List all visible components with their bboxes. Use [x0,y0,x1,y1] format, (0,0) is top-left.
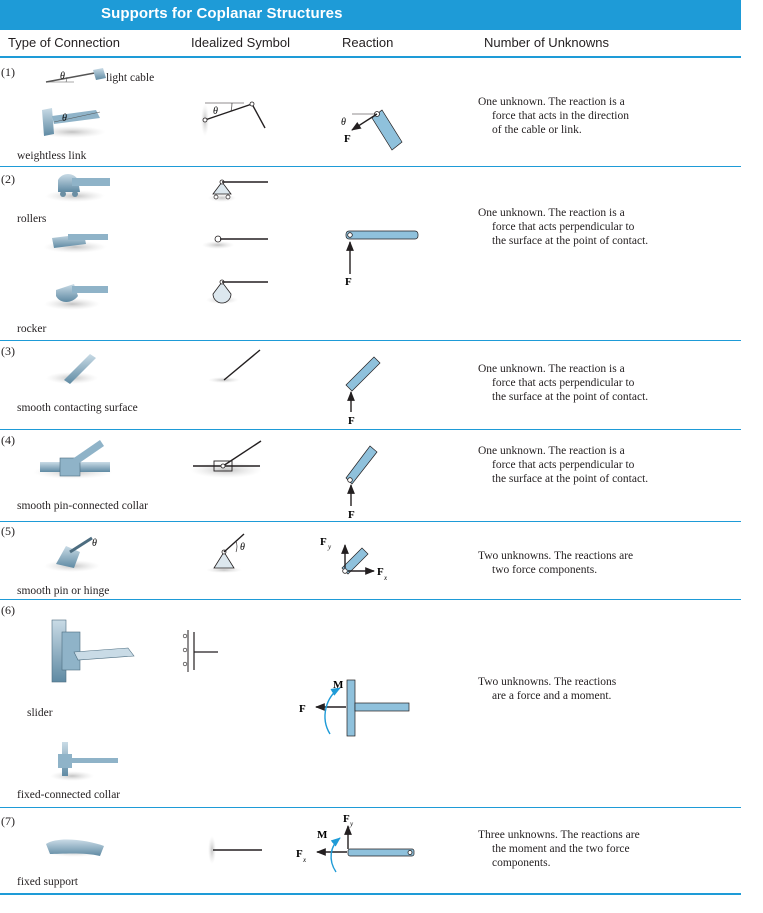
photo-theta-label: θ [60,71,65,82]
label-weightless-link: weightless link [17,150,87,162]
fixed-support-symbol [208,836,262,864]
reaction-force-label: F [377,566,384,578]
slider-reaction [299,679,409,736]
reaction-theta-label: θ [341,117,346,128]
fixed-collar-photo [50,742,118,781]
unknowns-description: One unknown. The reaction is a force that acts in the direction of the cable or link. [478,96,629,136]
row-number: (6) [1,603,15,617]
weightless-link-photo [38,108,106,138]
rocker-photo [44,284,108,310]
reaction-force-label: F [348,415,355,427]
label-fixed-connected-collar: fixed-connected collar [17,789,121,801]
unknowns-description: Two unknowns. The reactions are a force and a moment. [478,676,617,702]
label-smooth-pin-connected-collar: smooth pin-connected collar [17,500,148,512]
reaction-subscript: x [384,574,388,582]
reaction-force-label: F [345,276,352,288]
collar-reaction [346,446,377,521]
reaction-subscript: y [350,820,354,828]
fixed-support-photo [46,840,104,857]
photo-theta-label: θ [92,538,97,549]
header-idealized-symbol: Idealized Symbol [191,35,290,50]
collar-symbol [190,441,262,478]
reaction-force-label: F [296,848,303,860]
symbol-theta-label: θ [213,106,218,117]
unknowns-description: Two unknowns. The reactions are two force components. [478,550,634,576]
reaction-moment-label: M [333,679,344,691]
label-smooth-pin-or-hinge: smooth pin or hinge [17,585,110,597]
reaction-subscript: x [303,856,307,864]
label-smooth-contacting-surface: smooth contacting surface [17,402,138,414]
header-type-of-connection: Type of Connection [8,35,121,50]
reaction-force-label: F [344,133,351,145]
photo-theta-label: θ [62,113,67,124]
label-light-cable: light cable [106,72,155,84]
roller-photo [45,174,110,202]
light-cable-photo [46,68,106,82]
reaction-subscript: y [328,543,332,551]
slider-symbol [183,630,218,672]
label-rocker: rocker [17,323,47,335]
roller-photo [43,234,108,253]
row-number: (3) [1,344,15,358]
pin-reaction [320,536,388,582]
smooth-surface-symbol [208,350,260,383]
table-title: Supports for Coplanar Structures [101,5,343,22]
reaction-force-label: F [299,703,306,715]
reaction-moment-label: M [317,829,328,841]
unknowns-description: One unknown. The reaction is a force that acts perpendicular to the surface at the point of contact. [478,207,649,247]
rocker-symbol [206,280,268,304]
row-number: (4) [1,433,15,447]
roller-symbol [208,180,268,202]
roller-symbol [202,236,268,249]
header-reaction: Reaction [342,35,394,50]
unknowns-description: One unknown. The reaction is a force that acts perpendicular to the surface at the point of contact. [478,363,649,403]
symbol-theta-label: θ [240,542,245,553]
cable-reaction [341,110,402,150]
pin-photo [44,538,100,572]
label-rollers: rollers [17,213,47,225]
row-number: (7) [1,814,15,828]
label-fixed-support: fixed support [17,876,79,888]
cable-symbol [201,102,265,136]
row-number: (1) [1,65,15,79]
smooth-surface-reaction [346,357,380,427]
pin-symbol [206,534,245,573]
header-number-of-unknowns: Number of Unknowns [484,35,609,50]
fixed-support-reaction [296,813,414,872]
unknowns-description: One unknown. The reaction is a force that acts perpendicular to the surface at the point of contact. [478,445,649,485]
label-slider: slider [27,707,53,719]
smooth-surface-photo [46,354,98,384]
reaction-force-label: F [343,813,350,825]
unknowns-description: Three unknowns. The reactions are the moment and the two force components. [478,829,640,869]
slider-photo [52,620,134,682]
roller-reaction [345,231,418,288]
reaction-force-label: F [320,536,327,548]
row-number: (2) [1,172,15,186]
reaction-force-label: F [348,509,355,521]
collar-photo [33,440,113,479]
row-number: (5) [1,524,15,538]
